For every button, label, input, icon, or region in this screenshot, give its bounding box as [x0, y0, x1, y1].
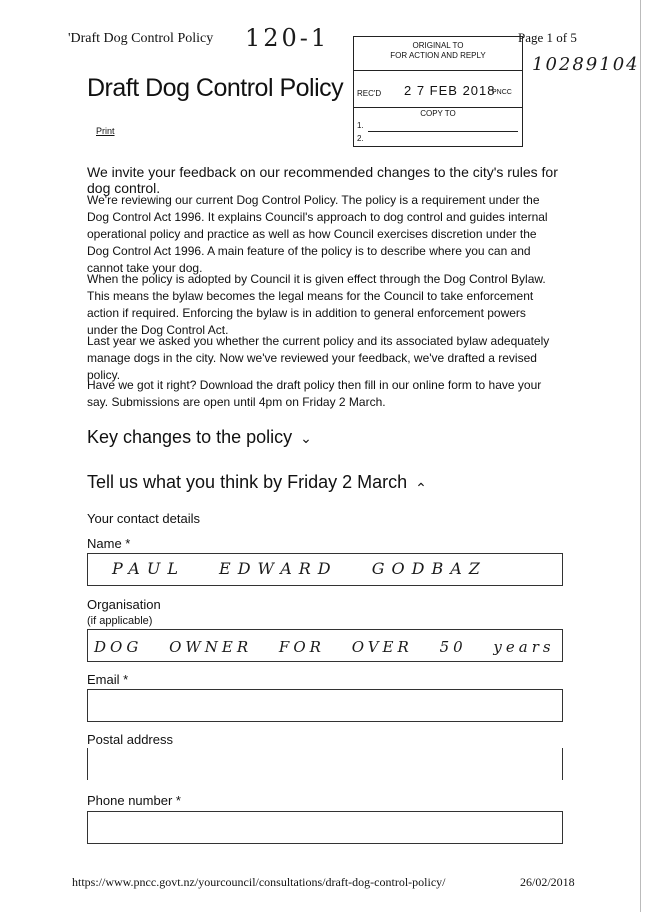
stamp-divider — [354, 70, 522, 71]
name-field[interactable] — [87, 553, 563, 586]
footer-date: 26/02/2018 — [520, 875, 575, 889]
stamp-recd-label: REC'D — [357, 89, 382, 98]
postal-address-label: Postal address — [87, 732, 173, 747]
scan-edge — [640, 0, 641, 912]
page-title: Draft Dog Control Policy — [87, 74, 344, 102]
postal-address-field[interactable] — [87, 748, 563, 780]
phone-label: Phone number * — [87, 793, 181, 808]
organisation-hint: (if applicable) — [87, 615, 153, 627]
chevron-down-icon: ⌄ — [300, 430, 312, 446]
section-key-changes[interactable] — [87, 427, 312, 448]
footer-url: https://www.pncc.govt.nz/yourcouncil/consultations/draft-dog-control-policy/ — [72, 875, 446, 889]
stamp-row-1: 1. — [357, 121, 364, 130]
paragraph-bylaw: When the policy is adopted by Council it is given effect through the Dog Control Bylaw. This means the bylaw becomes the legal means for the Council to take enforcement action if required. Enforcing the bylaw is in addition to general enforcement powers under the Dog Control Act. — [87, 272, 546, 337]
chevron-up-icon: ⌃ — [415, 480, 427, 496]
email-label: Email * — [87, 672, 129, 687]
organisation-field[interactable] — [87, 629, 563, 662]
paragraph-review: We're reviewing our current Dog Control Policy. The policy is a requirement under the Dog Control Act 1996. It explains Council's approach to dog control and guides internal operational policy and practice as well as how Council exercises discretion under the Dog Control Act 1996. A main feature of the policy is to describe where you can and cannot take your dog. — [87, 193, 548, 275]
stamp-rule — [368, 131, 518, 132]
email-field[interactable] — [87, 689, 563, 722]
paragraph-last-year: Last year we asked you whether the current policy and its associated bylaw adequately manage dogs in the city. Now we've reviewed your feedback, we've drafted a revised policy. — [87, 334, 550, 382]
stamp-copy-to: COPY TO — [420, 109, 456, 118]
organisation-value: DOG OWNER FOR OVER 50 years — [94, 638, 555, 656]
received-stamp — [353, 36, 523, 147]
name-value: PAUL EDWARD GODBAZ — [112, 559, 487, 578]
handwritten-ref: 120-1 — [245, 24, 330, 52]
section-tell-us[interactable] — [87, 472, 427, 496]
stamp-divider — [354, 107, 522, 108]
lead-paragraph: We invite your feedback on our recommended changes to the city's rules for dog control. — [87, 164, 558, 196]
page-label: Page 1 of 5 — [518, 30, 577, 45]
name-label: Name * — [87, 536, 131, 551]
stamp-line1: ORIGINAL TO — [412, 41, 464, 50]
contact-details-heading: Your contact details — [87, 511, 200, 526]
stamp-org: PNCC — [492, 89, 512, 96]
running-title: 'Draft Dog Control Policy — [68, 31, 214, 46]
handwritten-doc-number: 10289104 — [532, 54, 640, 75]
stamp-row-2: 2. — [357, 134, 364, 143]
stamp-date: 2 7 FEB 2018 — [404, 83, 496, 98]
organisation-label: Organisation — [87, 597, 161, 612]
section-key-changes-label: Key changes to the policy — [87, 427, 293, 447]
phone-field[interactable] — [87, 811, 563, 844]
print-link[interactable]: Print — [96, 126, 115, 136]
section-tell-us-label: Tell us what you think by Friday 2 March — [87, 472, 408, 492]
paragraph-have-your-say: Have we got it right? Download the draft policy then fill in our online form to have your say. Submissions are open until 4pm on Friday 2 March. — [87, 378, 542, 409]
stamp-line2: FOR ACTION AND REPLY — [390, 51, 486, 60]
